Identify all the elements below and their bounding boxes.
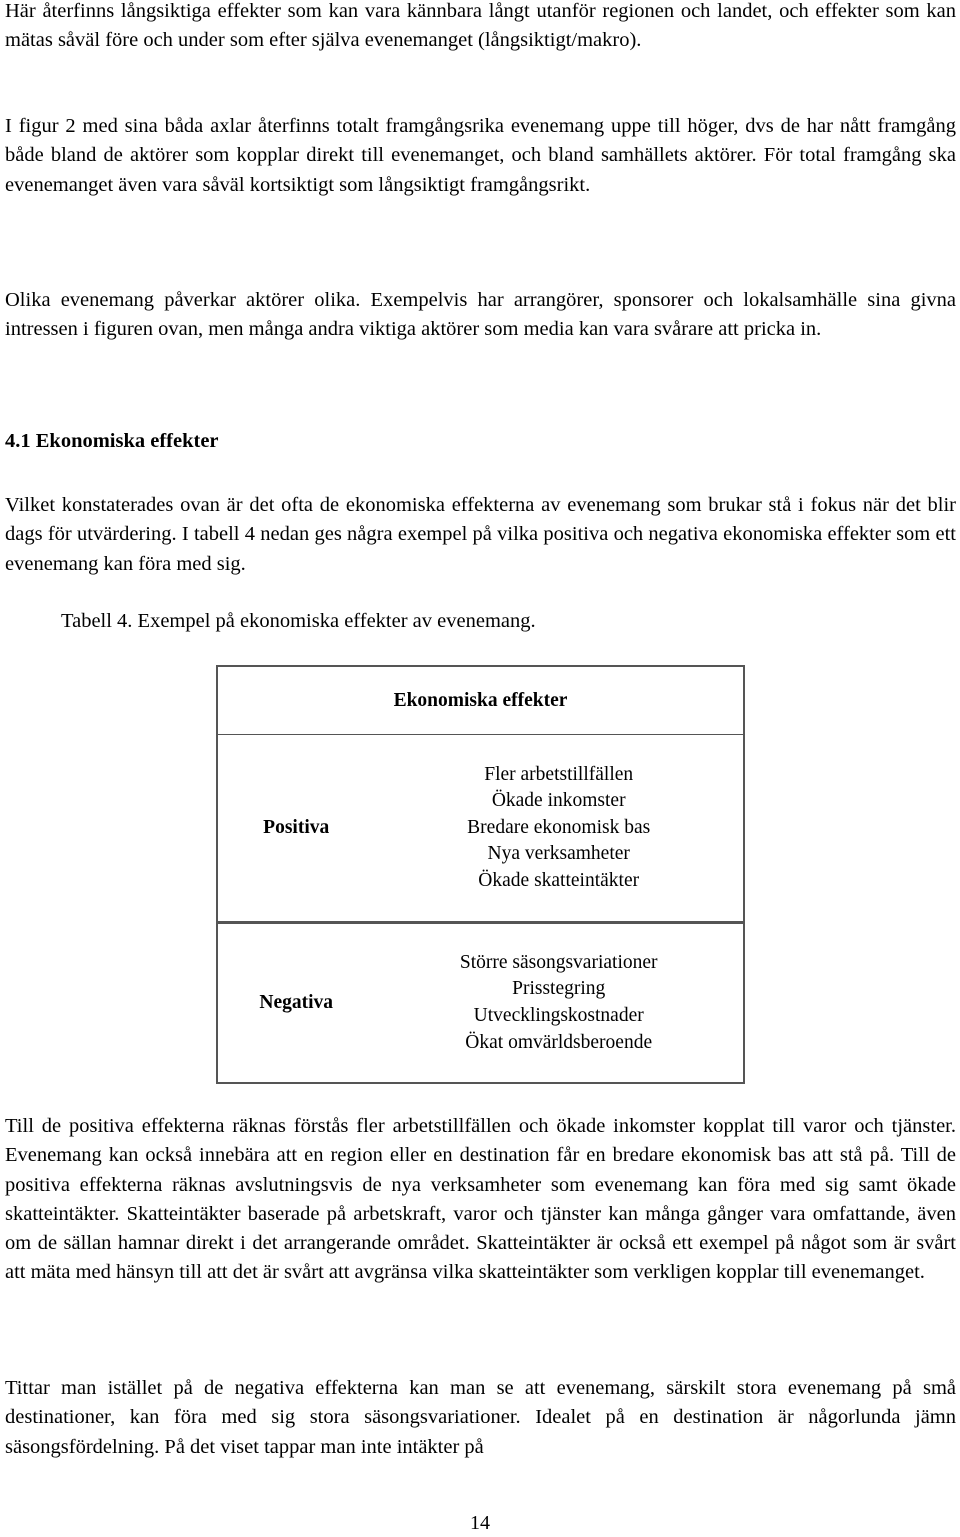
list-item: Ökat omvärldsberoende (465, 1031, 653, 1053)
negative-effects-list (374, 950, 743, 1056)
table-caption: Tabell 4. Exempel på ekonomiska effekter av evenemang. (61, 610, 536, 632)
table-header: Ekonomiska effekter (218, 667, 743, 735)
paragraph-economic-effects: Vilket konstaterades ovan är det ofta de ekonomiska effekterna av evenemang som brukar stå i fokus när det blir dags för utvärdering. I tabell 4 nedan ges några exempel på vilka positiva och negativa ekonomiska effekter som ett evenemang kan föra med sig. (5, 494, 956, 575)
list-item: Fler arbetstillfällen (484, 763, 634, 785)
economic-effects-table (216, 665, 745, 1084)
list-item: Utvecklingskostnader (473, 1005, 644, 1026)
positive-label: Positiva (263, 817, 330, 838)
paragraph-actors: Olika evenemang påverkar aktörer olika. Exempelvis har arrangörer, sponsorer och lokalsamhälle sina givna intressen i figuren ovan, men många andra viktiga aktörer som media kan vara svårare att pricka in. (5, 289, 956, 341)
list-item: Nya verksamheter (487, 843, 630, 865)
section-heading: 4.1 Ekonomiska effekter (5, 430, 219, 452)
paragraph-figure-2: I figur 2 med sina båda axlar återfinns totalt framgångsrika evenemang uppe till höger, dvs de har nått framgång både bland de aktörer som kopplar direkt till evenemanget, och bland samhällets aktörer. För total framgång ska evenemanget även vara såväl kortsiktigt som långsiktigt framgångsrikt. (5, 115, 956, 196)
paragraph-intro: Här återfinns långsiktiga effekter som kan vara kännbara långt utanför regionen och landet, och effekter som kan mätas såväl före och under som efter själva evenemanget (långsiktigt/makro). (5, 0, 956, 52)
list-item: Större säsongsvariationer (459, 951, 658, 973)
list-item: Ökade skatteintäkter (478, 869, 640, 891)
positive-effects-list (374, 762, 743, 895)
negative-label: Negativa (259, 992, 334, 1013)
paragraph-negative-effects: Tittar man istället på de negativa effekterna kan man se att evenemang, särskilt stora evenemang på små destinationer, kan föra med sig stora säsongsvariationer. Idealet på en destination är någorlunda jämn säsongsfördelning. På det viset tappar man inte intäkter på (5, 1377, 956, 1458)
table-row-negative (218, 924, 743, 1082)
list-item: Bredare ekonomisk bas (467, 816, 651, 838)
list-item: Prisstegring (512, 978, 606, 1000)
paragraph-positive-effects: Till de positiva effekterna räknas förstås fler arbetstillfällen och ökade inkomster kopplat till varor och tjänster. Evenemang kan också innebära att en region eller en destination får en bredare ekonomisk bas att stå på. Till de positiva effekterna räknas avslutningsvis de nya verksamheter som evenemang kan föra med sig samt ökade skatteintäkter. Skatteintäkter baserade på arbetskraft, varor och tjänster kan många gånger vara omfattande, även om de sällan hamnar direkt i det arrangerande området. Skatteintäkter är också ett exempel på något som är svårt att mäta med hänsyn till att det är svårt att avgränsa vilka skatteintäkter som verkligen kopplar till evenemanget. (5, 1115, 956, 1284)
page-number: 14 (470, 1512, 490, 1534)
table-row-positive (218, 735, 743, 924)
list-item: Ökade inkomster (491, 790, 626, 812)
